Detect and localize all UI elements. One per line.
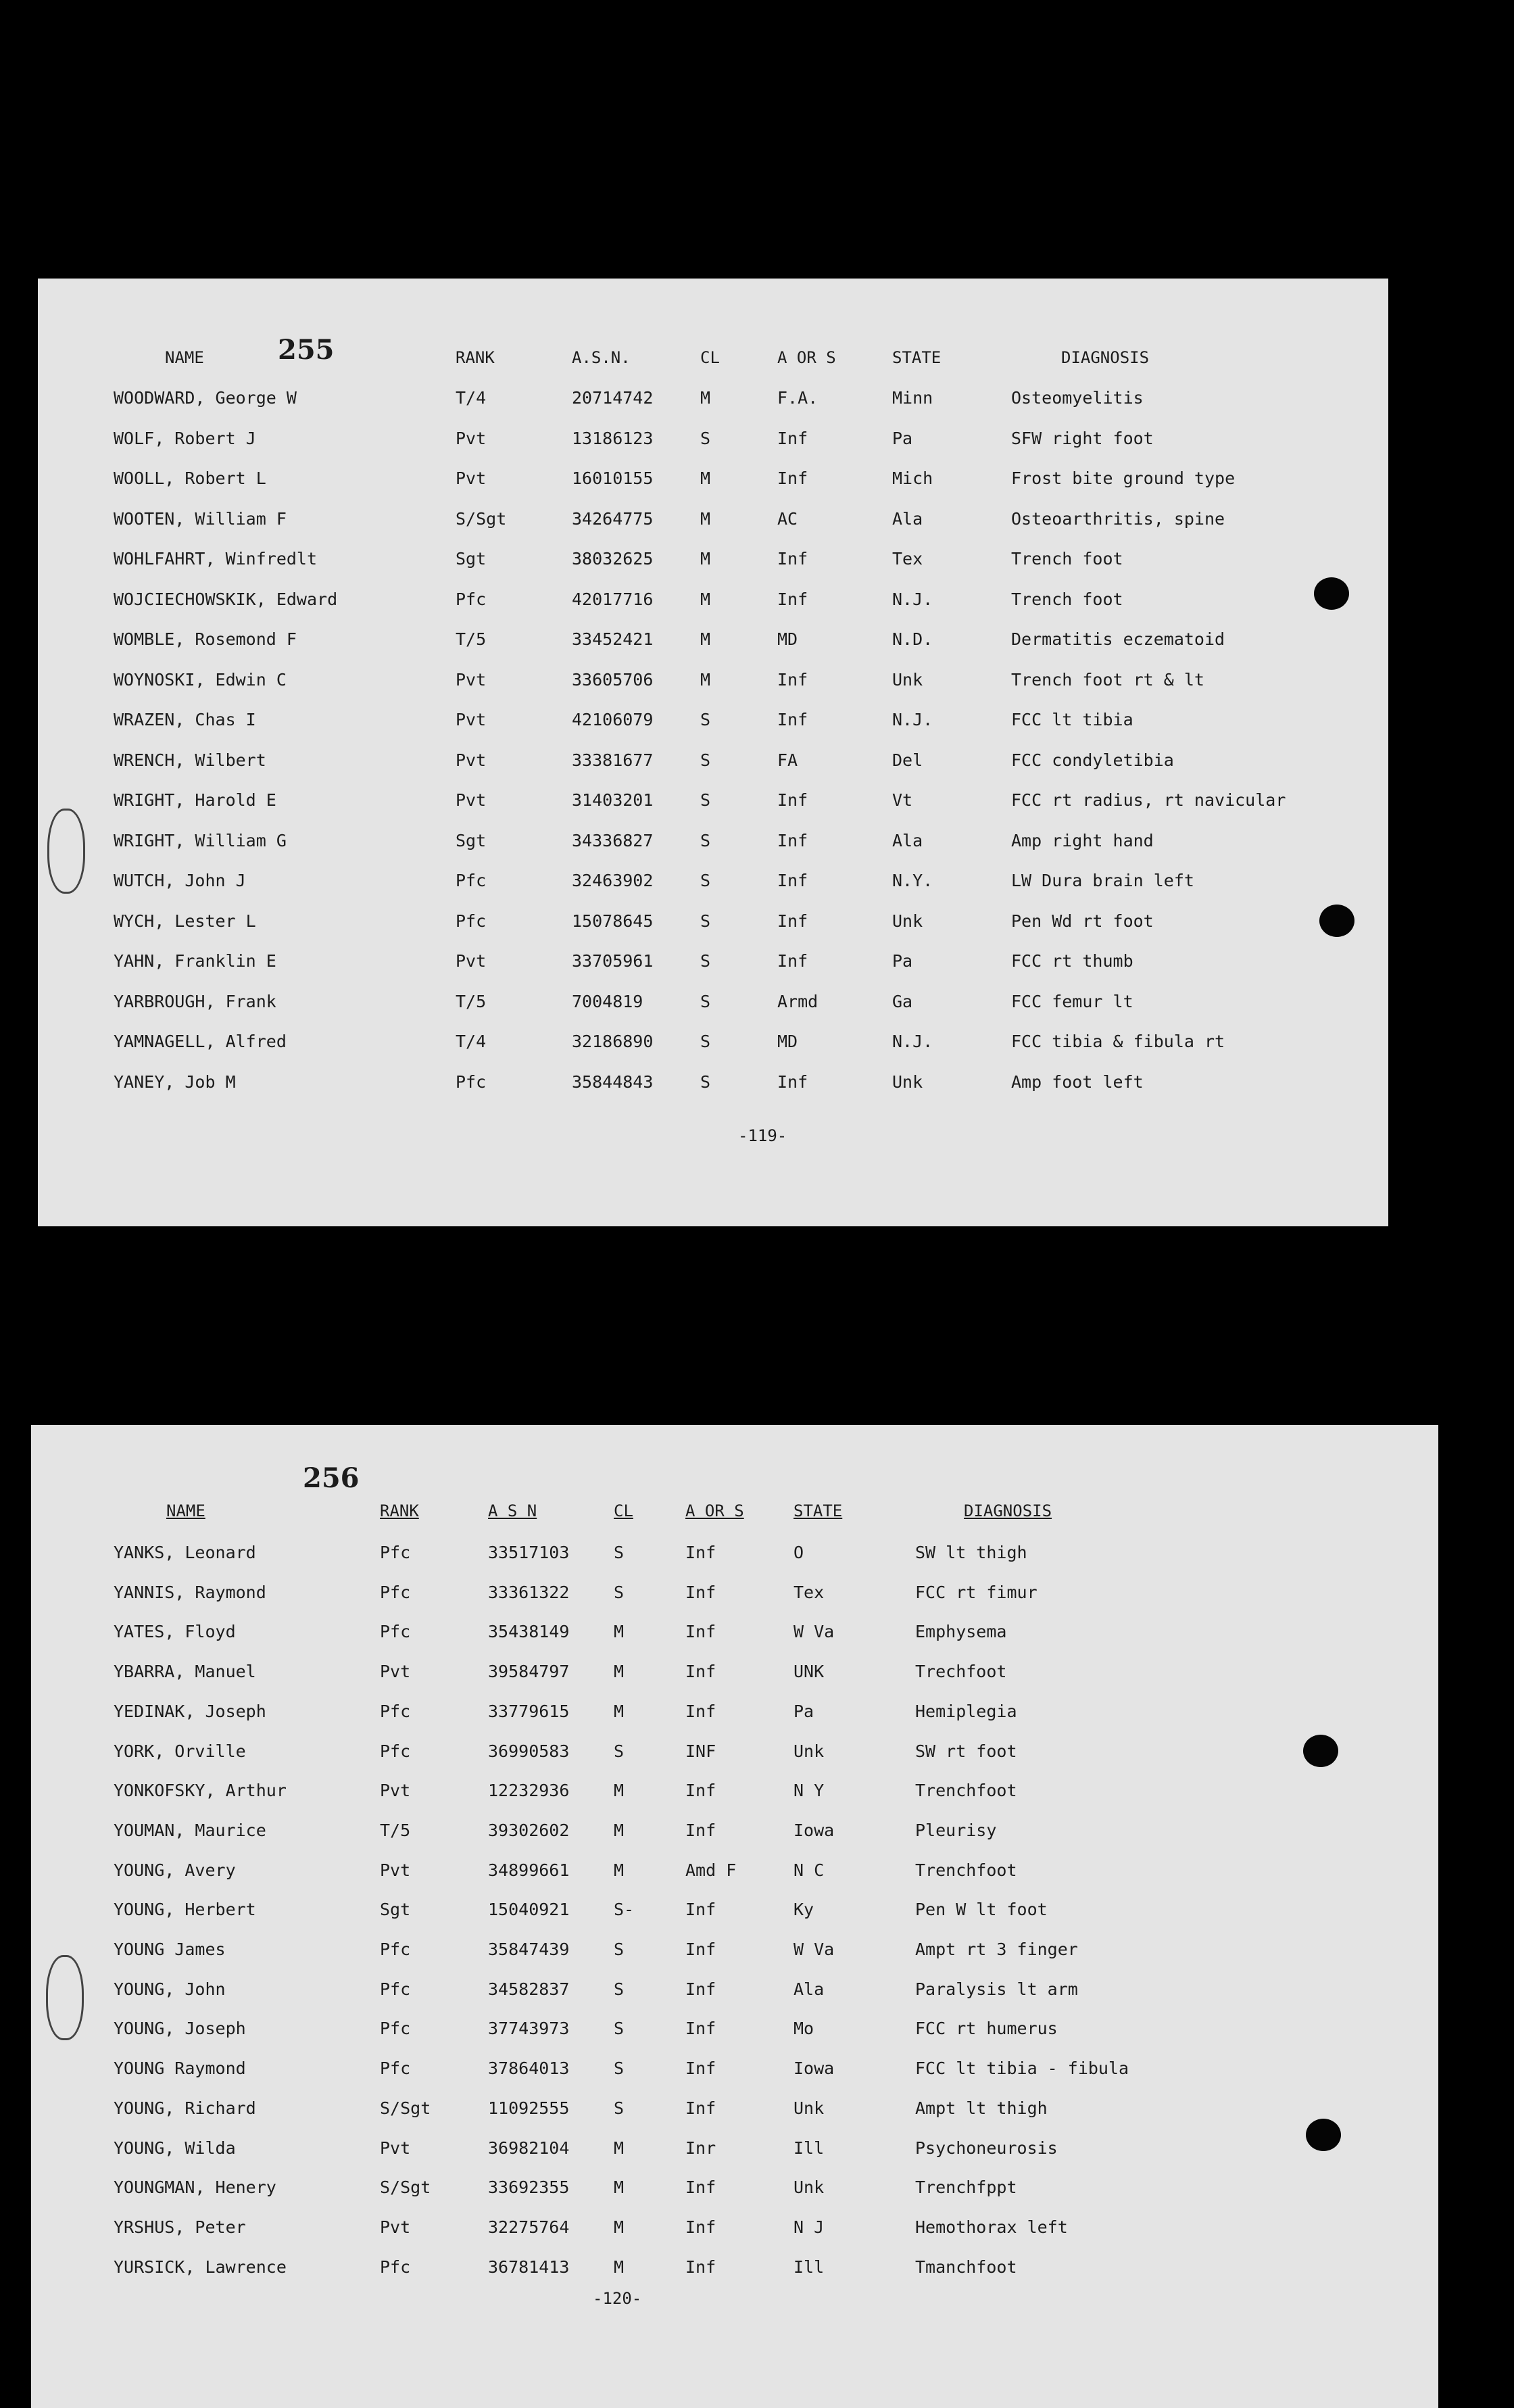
cell-rank: T/5 (456, 991, 487, 1011)
cell-state: Tex (892, 549, 923, 569)
cell-cl: S (614, 1543, 625, 1562)
cell-diagnosis: Trenchfoot (915, 1781, 1017, 1801)
cell-state: Ky (793, 1900, 814, 1920)
cell-cl: S (700, 871, 711, 890)
cell-diagnosis: Trench foot (1011, 589, 1123, 609)
cell-aors: Inf (777, 589, 808, 609)
cell-rank: Pvt (456, 951, 487, 971)
column-header-rank: RANK (456, 348, 495, 367)
cell-state: W Va (793, 1940, 835, 1959)
punch-hole (1319, 905, 1354, 937)
cell-rank: Pfc (380, 1543, 411, 1562)
cell-state: Pa (892, 428, 913, 448)
cell-asn: 39302602 (488, 1820, 570, 1840)
cell-asn: 32186890 (572, 1032, 654, 1051)
cell-diagnosis: FCC rt radius, rt navicular (1011, 790, 1286, 810)
cell-name: YBARRA, Manuel (114, 1662, 256, 1682)
cell-cl: M (614, 1622, 625, 1642)
cell-state: Minn (892, 388, 933, 408)
cell-asn: 33381677 (572, 750, 654, 770)
cell-diagnosis: FCC rt thumb (1011, 951, 1133, 971)
cell-asn: 33361322 (488, 1582, 570, 1602)
cell-aors: Inf (685, 1701, 716, 1721)
column-header-aors: A OR S (777, 348, 836, 367)
cell-name: YOUNG Raymond (114, 2058, 246, 2079)
cell-diagnosis: FCC lt tibia - fibula (915, 2058, 1129, 2079)
cell-aors: Inf (685, 1900, 716, 1920)
cell-state: Iowa (793, 2058, 835, 2079)
cell-asn: 33517103 (488, 1543, 570, 1562)
cell-name: WYCH, Lester L (114, 911, 256, 931)
cell-name: YARBROUGH, Frank (114, 991, 276, 1011)
column-header-aors: A OR S (685, 1501, 744, 1520)
cell-cl: M (700, 468, 711, 488)
cell-cl: S (700, 951, 711, 971)
cell-aors: Inf (685, 1979, 716, 1999)
cell-state: Unk (892, 911, 923, 931)
cell-cl: M (614, 1860, 625, 1880)
cell-name: WRAZEN, Chas I (114, 710, 256, 729)
cell-state: N.J. (892, 710, 933, 729)
cell-asn: 33605706 (572, 669, 654, 690)
cell-aors: Inf (777, 669, 808, 690)
cell-cl: S (700, 911, 711, 931)
cell-asn: 33779615 (488, 1701, 570, 1721)
cell-state: N.Y. (892, 871, 933, 890)
cell-rank: Pfc (456, 871, 487, 890)
cell-name: YOUNG, Herbert (114, 1900, 256, 1920)
cell-rank: Pvt (456, 750, 487, 770)
cell-asn: 42017716 (572, 589, 654, 609)
cell-name: YATES, Floyd (114, 1622, 236, 1642)
cell-name: YANEY, Job M (114, 1071, 236, 1092)
cell-rank: Pvt (380, 2138, 411, 2158)
cell-asn: 35847439 (488, 1940, 570, 1959)
cell-aors: Inf (685, 1662, 716, 1682)
cell-asn: 37864013 (488, 2058, 570, 2079)
cell-aors: Inf (777, 710, 808, 729)
cell-asn: 35438149 (488, 1622, 570, 1642)
cell-aors: Inf (685, 1820, 716, 1840)
cell-name: YOUNG, John (114, 1979, 226, 1999)
cell-cl: M (614, 1701, 625, 1721)
cell-diagnosis: Trenchfoot (915, 1860, 1017, 1880)
cell-rank: Pfc (456, 589, 487, 609)
cell-state: O (793, 1543, 804, 1562)
cell-name: YOUNG James (114, 1940, 226, 1959)
page-number: -120- (593, 2289, 642, 2308)
ink-smudge (47, 809, 85, 894)
cell-rank: Pfc (380, 1979, 411, 1999)
cell-diagnosis: Pen Wd rt foot (1011, 911, 1154, 931)
cell-state: N C (793, 1860, 825, 1880)
cell-name: YAHN, Franklin E (114, 951, 276, 971)
cell-rank: Pfc (456, 911, 487, 931)
cell-name: YOUNG, Wilda (114, 2138, 236, 2158)
column-header-name: NAME (165, 348, 204, 367)
cell-rank: Pvt (456, 428, 487, 448)
cell-asn: 15078645 (572, 911, 654, 931)
cell-rank: T/5 (456, 629, 487, 649)
cell-cl: S (614, 1940, 625, 1959)
cell-diagnosis: SFW right foot (1011, 428, 1154, 448)
cell-rank: T/4 (456, 1032, 487, 1051)
cell-name: WOOLL, Robert L (114, 468, 266, 488)
cell-state: Ill (793, 2138, 825, 2158)
cell-asn: 32275764 (488, 2217, 570, 2237)
cell-rank: Sgt (456, 830, 487, 850)
cell-state: N J (793, 2217, 825, 2237)
cell-name: WOHLFAHRT, Winfredlt (114, 549, 318, 569)
cell-aors: Amd F (685, 1860, 737, 1880)
cell-cl: S (700, 428, 711, 448)
cell-cl: S (614, 1979, 625, 1999)
cell-name: YANNIS, Raymond (114, 1582, 266, 1602)
cell-state: W Va (793, 1622, 835, 1642)
cell-state: Unk (892, 1071, 923, 1092)
cell-diagnosis: FCC femur lt (1011, 991, 1133, 1011)
cell-asn: 20714742 (572, 388, 654, 408)
cell-state: N.J. (892, 1032, 933, 1051)
cell-name: YOUNG, Avery (114, 1860, 236, 1880)
cell-rank: S/Sgt (380, 2177, 431, 2198)
cell-aors: INF (685, 1741, 716, 1761)
cell-name: WOODWARD, George W (114, 388, 297, 408)
cell-aors: Armd (777, 991, 819, 1011)
cell-aors: Inf (685, 2217, 716, 2237)
cell-state: UNK (793, 1662, 825, 1682)
cell-state: N Y (793, 1781, 825, 1801)
cell-asn: 34336827 (572, 830, 654, 850)
cell-state: Pa (793, 1701, 814, 1721)
cell-cl: M (614, 2217, 625, 2237)
cell-asn: 31403201 (572, 790, 654, 810)
cell-asn: 15040921 (488, 1900, 570, 1920)
cell-rank: Pvt (456, 710, 487, 729)
cell-state: Unk (793, 2177, 825, 2198)
cell-rank: Pvt (380, 1662, 411, 1682)
cell-asn: 34899661 (488, 1860, 570, 1880)
cell-name: YANKS, Leonard (114, 1543, 256, 1562)
cell-rank: Pfc (380, 1622, 411, 1642)
cell-aors: Inf (777, 428, 808, 448)
cell-aors: Inf (685, 1781, 716, 1801)
column-header-cl: CL (700, 348, 720, 367)
cell-cl: M (700, 549, 711, 569)
cell-cl: S (700, 750, 711, 770)
column-header-rank: RANK (380, 1501, 419, 1520)
cell-name: WOJCIECHOWSKIK, Edward (114, 589, 338, 609)
cell-state: Vt (892, 790, 913, 810)
cell-diagnosis: Trench foot rt & lt (1011, 669, 1204, 690)
cell-name: YORK, Orville (114, 1741, 246, 1761)
cell-aors: MD (777, 1032, 798, 1051)
column-header-cl: CL (614, 1501, 633, 1520)
cell-rank: Pfc (380, 1741, 411, 1761)
cell-cl: S (614, 2098, 625, 2118)
cell-state: Iowa (793, 1820, 835, 1840)
cell-state: Ala (892, 830, 923, 850)
cell-asn: 16010155 (572, 468, 654, 488)
cell-rank: T/4 (456, 388, 487, 408)
roster-sheet-255 (38, 279, 1388, 1226)
cell-name: YURSICK, Lawrence (114, 2257, 287, 2277)
cell-diagnosis: SW lt thigh (915, 1543, 1027, 1562)
cell-aors: FA (777, 750, 798, 770)
cell-state: Ala (793, 1979, 825, 1999)
cell-state: Tex (793, 1582, 825, 1602)
cell-name: YONKOFSKY, Arthur (114, 1781, 287, 1801)
cell-diagnosis: FCC tibia & fibula rt (1011, 1032, 1225, 1051)
cell-asn: 33452421 (572, 629, 654, 649)
cell-rank: Pvt (380, 2217, 411, 2237)
cell-rank: Pfc (380, 1940, 411, 1959)
cell-asn: 7004819 (572, 991, 643, 1011)
cell-cl: M (614, 1781, 625, 1801)
cell-cl: M (614, 2138, 625, 2158)
cell-diagnosis: FCC lt tibia (1011, 710, 1133, 729)
cell-name: WRENCH, Wilbert (114, 750, 266, 770)
cell-diagnosis: Trenchfppt (915, 2177, 1017, 2198)
cell-cl: S (614, 1741, 625, 1761)
cell-aors: Inf (685, 2019, 716, 2039)
punch-hole (1314, 577, 1349, 610)
cell-asn: 36990583 (488, 1741, 570, 1761)
cell-asn: 33692355 (488, 2177, 570, 2198)
cell-cl: M (700, 388, 711, 408)
cell-cl: S (700, 830, 711, 850)
cell-aors: Inf (685, 2098, 716, 2118)
column-header-diagnosis: DIAGNOSIS (964, 1501, 1052, 1520)
cell-diagnosis: Amp foot left (1011, 1071, 1144, 1092)
cell-name: YRSHUS, Peter (114, 2217, 246, 2237)
cell-name: WRIGHT, Harold E (114, 790, 276, 810)
cell-aors: Inf (777, 871, 808, 890)
cell-rank: Pvt (456, 669, 487, 690)
cell-rank: Pvt (380, 1781, 411, 1801)
sheet-number: 255 (278, 334, 335, 366)
cell-cl: S (614, 1582, 625, 1602)
cell-diagnosis: FCC rt fimur (915, 1582, 1037, 1602)
cell-name: YAMNAGELL, Alfred (114, 1032, 287, 1051)
cell-aors: Inf (777, 1071, 808, 1092)
cell-asn: 34264775 (572, 508, 654, 529)
cell-diagnosis: Paralysis lt arm (915, 1979, 1078, 1999)
cell-cl: M (614, 1662, 625, 1682)
cell-aors: Inf (685, 2177, 716, 2198)
cell-diagnosis: Osteoarthritis, spine (1011, 508, 1225, 529)
cell-state: Ga (892, 991, 913, 1011)
cell-aors: Inf (685, 2257, 716, 2277)
cell-diagnosis: Pen W lt foot (915, 1900, 1048, 1920)
cell-name: YOUNG, Richard (114, 2098, 256, 2118)
cell-rank: Pvt (456, 790, 487, 810)
cell-aors: Inf (685, 1543, 716, 1562)
cell-name: WOLF, Robert J (114, 428, 256, 448)
punch-hole (1306, 2119, 1341, 2151)
cell-aors: Inf (777, 951, 808, 971)
cell-asn: 36982104 (488, 2138, 570, 2158)
cell-aors: Inf (685, 1940, 716, 1959)
cell-aors: Inf (685, 1622, 716, 1642)
cell-aors: Inf (777, 549, 808, 569)
cell-rank: Pfc (380, 1582, 411, 1602)
punch-hole (1303, 1735, 1338, 1767)
cell-name: WOOTEN, William F (114, 508, 287, 529)
cell-diagnosis: Pleurisy (915, 1820, 997, 1840)
page-number: -119- (738, 1126, 787, 1145)
cell-cl: S (700, 1032, 711, 1051)
cell-diagnosis: Hemothorax left (915, 2217, 1068, 2237)
sheet-number: 256 (303, 1462, 360, 1494)
cell-aors: Inf (777, 790, 808, 810)
cell-cl: M (700, 589, 711, 609)
cell-asn: 42106079 (572, 710, 654, 729)
cell-state: Unk (793, 2098, 825, 2118)
cell-diagnosis: SW rt foot (915, 1741, 1017, 1761)
cell-state: Unk (892, 669, 923, 690)
column-header-asn: A.S.N. (572, 348, 631, 367)
cell-aors: Inf (685, 1582, 716, 1602)
cell-asn: 37743973 (488, 2019, 570, 2039)
roster-sheet-256 (31, 1425, 1438, 2408)
cell-asn: 13186123 (572, 428, 654, 448)
cell-rank: Pvt (380, 1860, 411, 1880)
cell-rank: Pfc (380, 2257, 411, 2277)
cell-diagnosis: Trench foot (1011, 549, 1123, 569)
cell-cl: M (700, 508, 711, 529)
cell-name: YOUNG, Joseph (114, 2019, 246, 2039)
cell-state: Unk (793, 1741, 825, 1761)
cell-aors: Inf (685, 2058, 716, 2079)
cell-state: Ala (892, 508, 923, 529)
cell-name: YEDINAK, Joseph (114, 1701, 266, 1721)
cell-name: YOUMAN, Maurice (114, 1820, 266, 1840)
column-header-state: STATE (793, 1501, 843, 1520)
cell-rank: Pfc (456, 1071, 487, 1092)
cell-state: Pa (892, 951, 913, 971)
cell-state: Ill (793, 2257, 825, 2277)
cell-diagnosis: Osteomyelitis (1011, 388, 1144, 408)
cell-aors: Inr (685, 2138, 716, 2158)
cell-cl: S (700, 1071, 711, 1092)
cell-diagnosis: LW Dura brain left (1011, 871, 1194, 890)
cell-asn: 36781413 (488, 2257, 570, 2277)
column-header-diagnosis: DIAGNOSIS (1061, 348, 1150, 367)
cell-diagnosis: Ampt lt thigh (915, 2098, 1048, 2118)
cell-cl: S (700, 710, 711, 729)
cell-diagnosis: Tmanchfoot (915, 2257, 1017, 2277)
cell-name: WOYNOSKI, Edwin C (114, 669, 287, 690)
cell-rank: S/Sgt (380, 2098, 431, 2118)
cell-state: Mo (793, 2019, 814, 2039)
ink-smudge (46, 1955, 84, 2040)
cell-cl: S- (614, 1900, 635, 1920)
cell-asn: 11092555 (488, 2098, 570, 2118)
cell-aors: Inf (777, 468, 808, 488)
cell-cl: M (614, 2257, 625, 2277)
cell-diagnosis: FCC condyletibia (1011, 750, 1174, 770)
column-header-name: NAME (166, 1501, 205, 1520)
cell-diagnosis: Psychoneurosis (915, 2138, 1058, 2158)
cell-asn: 34582837 (488, 1979, 570, 1999)
cell-state: N.D. (892, 629, 933, 649)
cell-cl: M (614, 1820, 625, 1840)
cell-aors: F.A. (777, 388, 819, 408)
cell-rank: Pvt (456, 468, 487, 488)
cell-diagnosis: Ampt rt 3 finger (915, 1940, 1078, 1959)
cell-aors: Inf (777, 830, 808, 850)
cell-name: WOMBLE, Rosemond F (114, 629, 297, 649)
cell-aors: Inf (777, 911, 808, 931)
cell-rank: Pfc (380, 2019, 411, 2039)
column-header-state: STATE (892, 348, 942, 367)
cell-asn: 35844843 (572, 1071, 654, 1092)
cell-rank: Pfc (380, 1701, 411, 1721)
cell-state: Del (892, 750, 923, 770)
cell-state: N.J. (892, 589, 933, 609)
cell-asn: 32463902 (572, 871, 654, 890)
cell-state: Mich (892, 468, 933, 488)
cell-cl: M (614, 2177, 625, 2198)
cell-cl: S (700, 790, 711, 810)
cell-cl: M (700, 629, 711, 649)
cell-cl: S (614, 2058, 625, 2079)
cell-aors: MD (777, 629, 798, 649)
cell-diagnosis: Emphysema (915, 1622, 1007, 1642)
cell-asn: 39584797 (488, 1662, 570, 1682)
cell-name: WRIGHT, William G (114, 830, 287, 850)
cell-diagnosis: Amp right hand (1011, 830, 1154, 850)
cell-rank: S/Sgt (456, 508, 507, 529)
cell-diagnosis: Dermatitis eczematoid (1011, 629, 1225, 649)
cell-diagnosis: Trechfoot (915, 1662, 1007, 1682)
cell-asn: 12232936 (488, 1781, 570, 1801)
cell-cl: M (700, 669, 711, 690)
cell-name: YOUNGMAN, Henery (114, 2177, 276, 2198)
cell-name: WUTCH, John J (114, 871, 246, 890)
cell-diagnosis: Hemiplegia (915, 1701, 1017, 1721)
cell-asn: 38032625 (572, 549, 654, 569)
cell-rank: Pfc (380, 2058, 411, 2079)
cell-cl: S (700, 991, 711, 1011)
cell-asn: 33705961 (572, 951, 654, 971)
cell-diagnosis: FCC rt humerus (915, 2019, 1058, 2039)
cell-rank: T/5 (380, 1820, 411, 1840)
cell-cl: S (614, 2019, 625, 2039)
column-header-asn: A S N (488, 1501, 537, 1520)
cell-rank: Sgt (380, 1900, 411, 1920)
cell-aors: AC (777, 508, 798, 529)
cell-diagnosis: Frost bite ground type (1011, 468, 1236, 488)
cell-rank: Sgt (456, 549, 487, 569)
